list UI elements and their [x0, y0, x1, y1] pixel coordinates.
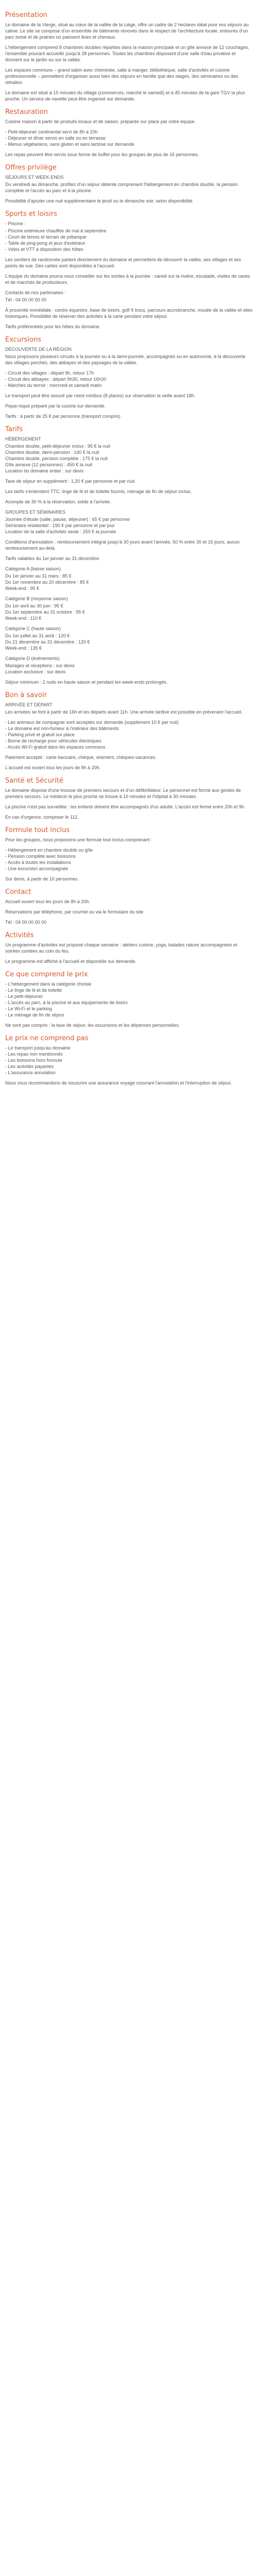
category-title: Catégorie C (haute saison) — [5, 626, 61, 631]
category-line: Mariages et réceptions : sur devis — [5, 663, 75, 668]
category-line: Du 1er avril au 30 juin : 95 € — [5, 603, 63, 608]
category-line: Week-end : 135 € — [5, 646, 42, 651]
bon-list — [5, 719, 253, 750]
list-item: - Le ménage de fin de séjour — [5, 1012, 64, 1018]
sports-paragraph: L'équipe du domaine pourra vous conseiller sur les sorties à la journée : canoë sur la rivière, escalade, visites de caves et de marchés de producteurs. — [5, 274, 250, 285]
tarif-line: Séminaire résidentiel : 190 € par personne et par jour — [5, 523, 115, 528]
restauration-list — [5, 129, 253, 147]
tarif-line: Journée d'étude (salle, pause, déjeuner) : 65 € par personne — [5, 517, 130, 522]
sante-title: Santé et Sécurité — [5, 777, 63, 785]
sports-paragraph: Contacts de nos partenaires : — [5, 290, 66, 295]
bon-paragraph: L'accueil est ouvert tous les jours de 8h à 20h. — [5, 765, 101, 770]
list-item: - L'accès au parc, à la piscine et aux équipements de loisirs — [5, 1000, 128, 1005]
activites-paragraph: Un programme d'activités est proposé chaque semaine : ateliers cuisine, yoga, balades nature accompagnées et soirées contées au coin du feu. — [5, 942, 237, 954]
services-title: Ce que comprend le prix — [5, 971, 88, 978]
tarif-line: Chambre double, petit-déjeuner inclus : 95 € la nuit — [5, 444, 110, 449]
tarifs-paragraph: Les tarifs s'entendent TTC, linge de lit et de toilette fournis, ménage de fin de séjour inclus. — [5, 489, 192, 494]
list-item: - Le Wi-Fi et le parking — [5, 1006, 52, 1011]
category-title: Catégorie B (moyenne saison) — [5, 596, 68, 601]
bon-label: ARRIVÉE ET DÉPART — [5, 702, 53, 707]
list-item: - Le transport jusqu'au domaine — [5, 1045, 71, 1050]
restauration-paragraph: Cuisine maison à partir de produits locaux et de saison, préparée sur place par notre équipe. — [5, 119, 196, 124]
list-item: - Hébergement en chambre double ou gîte — [5, 848, 93, 853]
activites-title: Activités — [5, 931, 34, 939]
offres-title: Offres privilège — [5, 164, 57, 172]
sante-paragraph: En cas d'urgence, composer le 112. — [5, 815, 79, 820]
sante-paragraph: La piscine n'est pas surveillée : les enfants doivent être accompagnés d'un adulte. L'accès est fermé entre 20h et 9h. — [5, 804, 246, 809]
pasinclus-paragraph: Nous vous recommandons de souscrire une assurance voyage couvrant l'annulation et l'interruption de séjour. — [5, 1080, 232, 1086]
sports-phone: Tél : 04 00 00 00 00 — [5, 297, 47, 302]
category-lines — [5, 573, 253, 591]
category-line: Week-end : 95 € — [5, 586, 39, 591]
contact-title: Contact — [5, 888, 31, 896]
excursions-paragraph: Le transport peut être assuré par notre minibus (8 places) sur réservation la veille avant 18h. — [5, 393, 196, 398]
tarifs-paragraph: Acompte de 30 % à la réservation, solde à l'arrivée. — [5, 499, 111, 504]
sports-intro: - Piscine : — [5, 221, 26, 226]
category-line: Du 21 décembre au 31 décembre : 120 € — [5, 639, 90, 645]
tarifs-label: HÉBERGEMENT — [5, 436, 41, 442]
contact-paragraph: Accueil ouvert tous les jours de 8h à 20h. — [5, 899, 90, 904]
list-item: - Les activités payantes — [5, 1064, 54, 1069]
services-paragraph: Ne sont pas compris : la taxe de séjour, les excursions et les dépenses personnelles. — [5, 1023, 180, 1028]
contact-paragraph: Réservations par téléphone, par courriel ou via le formulaire du site. — [5, 909, 145, 914]
list-item: - Parking privé et gratuit sur place — [5, 732, 75, 737]
excursions-paragraph: Tarifs : à partir de 25 € par personne (transport compris) — [5, 414, 121, 419]
list-item: - Les boissons hors formule — [5, 1058, 62, 1063]
excursion-line: - Circuit des abbayes : départ 9h30, retour 16h30 — [5, 377, 107, 382]
tarif-line: Chambre double, pension complète : 175 € la nuit — [5, 456, 108, 461]
intro-paragraph: Le domaine est situé à 15 minutes du village (commerces, marché le samedi) et à 45 minutes de la gare TGV la plus proche. Un service de navette peut être organisé sur demande. — [5, 90, 245, 101]
excursions-paragraph: Pique-nique préparé par la cuisine sur demande. — [5, 403, 106, 409]
sports-title: Sports et loisirs — [5, 210, 57, 218]
category-line: Location exclusive : sur devis — [5, 669, 66, 674]
excursions-title: Excursions — [5, 336, 41, 344]
restauration-title: Restauration — [5, 108, 48, 116]
intro-paragraph: Le domaine de la Vierge, situé au cœur de la vallée de la Liège, offre un cadre de 2 hectares idéal pour vos séjours au calme. Le site se compose d'un ensemble de bâtiments rénovés dans le respect de l'architecture locale, entourés d'un parc boisé et de prairies où paissent ânes et chevaux. — [5, 22, 249, 40]
tarif-line: Chambre double, demi-pension : 140 € la nuit — [5, 450, 100, 455]
list-item: - Accès Wi-Fi gratuit dans les espaces communs — [5, 744, 106, 750]
category-title: Catégorie D (événements) — [5, 656, 60, 661]
tarifs-title: Tarifs — [5, 426, 23, 433]
list-item: - Les repas non mentionnés — [5, 1052, 63, 1057]
list-item: - Table de ping-pong et jeux d'extérieur — [5, 241, 86, 246]
list-item: - Le petit-déjeuner — [5, 994, 43, 999]
list-item: - Vélos et VTT à disposition des hôtes — [5, 247, 84, 252]
pasinclus-title: Le prix ne comprend pas — [5, 1035, 89, 1042]
tarifs-paragraph: Conditions d'annulation : remboursement intégral jusqu'à 30 jours avant l'arrivée, 50 % entre 30 et 15 jours, aucun remboursement au-delà. — [5, 539, 240, 551]
tarif-line: Location du domaine entier : sur devis — [5, 468, 84, 473]
category-title: Catégorie A (basse saison) — [5, 566, 61, 571]
sports-list — [5, 228, 253, 252]
category-lines — [5, 663, 253, 675]
list-item: - Petit-déjeuner continental servi de 8h à 10h — [5, 129, 98, 134]
intro-paragraph: L'hébergement comprend 8 chambres doubles réparties dans la maison principale et un gîte annexe de 12 couchages, l'ensemble pouvant accueillir jusqu'à 28 personnes. Toutes les chambres disposent d'une salle d'eau privative et donnent sur le jardin ou sur la vallée. — [5, 45, 250, 62]
formule-paragraph: Sur devis, à partir de 10 personnes. — [5, 876, 79, 882]
tarif-line: Location de la salle d'activités seule : 250 € la journée — [5, 529, 116, 534]
intro-title: Présentation — [5, 11, 47, 19]
excursions-paragraph: Nous proposons plusieurs circuits à la journée ou à la demi-journée, accompagnés ou en autonomie, à la découverte des villages perchés, des abbayes et des paysages de la vallée. — [5, 354, 246, 365]
offres-label: SÉJOURS ET WEEK-ENDS — [5, 175, 64, 180]
list-item: - Une excursion accompagnée — [5, 866, 69, 871]
tarifs-paragraph: Taxe de séjour en supplément : 1,20 € par personne et par nuit. — [5, 479, 136, 484]
category-line: Week-end : 110 € — [5, 616, 42, 621]
list-item: - Le linge de lit et de toilette — [5, 988, 62, 993]
category-line: Du 1er novembre au 20 décembre : 85 € — [5, 580, 89, 585]
activites-paragraph: Le programme est affiché à l'accueil et disponible sur demande. — [5, 959, 137, 964]
tarifs-lines — [5, 516, 253, 535]
tarifs-paragraph: Tarifs valables du 1er janvier au 31 décembre. — [5, 556, 101, 561]
list-item: - Le domaine est non-fumeur à l'intérieur des bâtiments — [5, 726, 119, 731]
sante-paragraph: Le domaine dispose d'une trousse de premiers secours et d'un défibrillateur. Le personnel est formé aux gestes de premiers secours. Le médecin le plus proche se trouve à 10 minutes et l'hôpital à 30 minutes. — [5, 788, 241, 799]
categories-paragraph: Séjour minimum : 2 nuits en haute saison et pendant les week-ends prolongés. — [5, 680, 168, 685]
bon-title: Bon à savoir — [5, 691, 47, 699]
list-item: - Pension complète avec boissons — [5, 854, 76, 859]
formule-title: Formule tout inclus — [5, 826, 70, 834]
list-item: - L'assurance annulation — [5, 1070, 56, 1075]
list-item: - Déjeuner et dîner servis en salle ou en terrasse — [5, 135, 106, 141]
loisirs-paragraph: À proximité immédiate : centre équestre, base de loisirs, golf 9 trous, parcours accrobranche, musée de la vallée et sites historiques. Possibilité de réserver des activités à la carte pendant votre séjour. — [5, 308, 253, 319]
pasinclus-list — [5, 1045, 253, 1076]
excursion-line: - Circuit des villages : départ 9h, retour 17h — [5, 370, 94, 376]
formule-paragraph: Pour les groupes, nous proposons une formule tout inclus comprenant : — [5, 837, 153, 842]
loisirs-paragraph: Tarifs préférentiels pour les hôtes du domaine. — [5, 324, 101, 329]
list-item: - Borne de recharge pour véhicules électriques — [5, 738, 102, 743]
list-item: - Les animaux de compagnie sont acceptés sur demande (supplément 10 € par nuit) — [5, 720, 179, 725]
contact-phone: Tél : 04 00 00 00 00 — [5, 920, 47, 925]
category-line: Du 1er juillet au 31 août : 120 € — [5, 633, 70, 638]
category-lines — [5, 633, 253, 651]
restauration-paragraph: Les repas peuvent être servis sous forme de buffet pour les groupes de plus de 15 personnes. — [5, 152, 199, 157]
excursion-line: - Marchés du terroir : mercredi et samedi matin — [5, 383, 102, 388]
category-line: Du 1er septembre au 31 octobre : 95 € — [5, 609, 85, 615]
category-line: Du 1er janvier au 31 mars : 85 € — [5, 573, 72, 579]
list-item: - Court de tennis et terrain de pétanque — [5, 234, 87, 240]
bon-paragraph: Les arrivées se font à partir de 16h et les départs avant 11h. Une arrivée tardive est possible en prévenant l'accueil. — [5, 709, 243, 715]
list-item: - Menus végétariens, sans gluten et sans lactose sur demande — [5, 142, 135, 147]
offres-paragraph: Possibilité d'ajouter une nuit supplémentaire le jeudi ou le dimanche soir, selon disponibilité. — [5, 198, 194, 204]
category-lines — [5, 603, 253, 621]
sports-paragraph: Les sentiers de randonnée partent directement du domaine et permettent de découvrir la vallée, ses villages et ses points de vue. Des cartes sont disponibles à l'accueil. — [5, 257, 241, 268]
tarif-line: Gîte annexe (12 personnes) : 450 € la nuit — [5, 462, 92, 467]
offres-paragraph: Du vendredi au dimanche, profitez d'un séjour détente comprenant l'hébergement en chambre double, la pension complète et l'accès au parc et à la piscine. — [5, 182, 238, 193]
excursions-lines — [5, 370, 253, 388]
list-item: - Piscine extérieure chauffée de mai à septembre — [5, 228, 106, 233]
excursions-label: DÉCOUVERTE DE LA RÉGION — [5, 347, 72, 352]
list-item: - Accès à toutes les installations — [5, 860, 71, 865]
page — [5, 0, 253, 1086]
bon-paragraph: Paiement accepté : carte bancaire, chèque, virement, chèques-vacances. — [5, 755, 157, 760]
formule-list — [5, 847, 253, 872]
intro-paragraph: Les espaces communs – grand salon avec cheminée, salle à manger, bibliothèque, salle d'activités et cuisine professionnelle – permettent d'organiser aussi bien des séjours en famille que des stages, des séminaires ou des retraites. — [5, 67, 238, 85]
tarifs-label: GROUPES ET SÉMINAIRES — [5, 510, 66, 515]
tarifs-lines — [5, 443, 253, 474]
list-item: - L'hébergement dans la catégorie choisie — [5, 981, 91, 987]
services-list — [5, 981, 253, 1018]
